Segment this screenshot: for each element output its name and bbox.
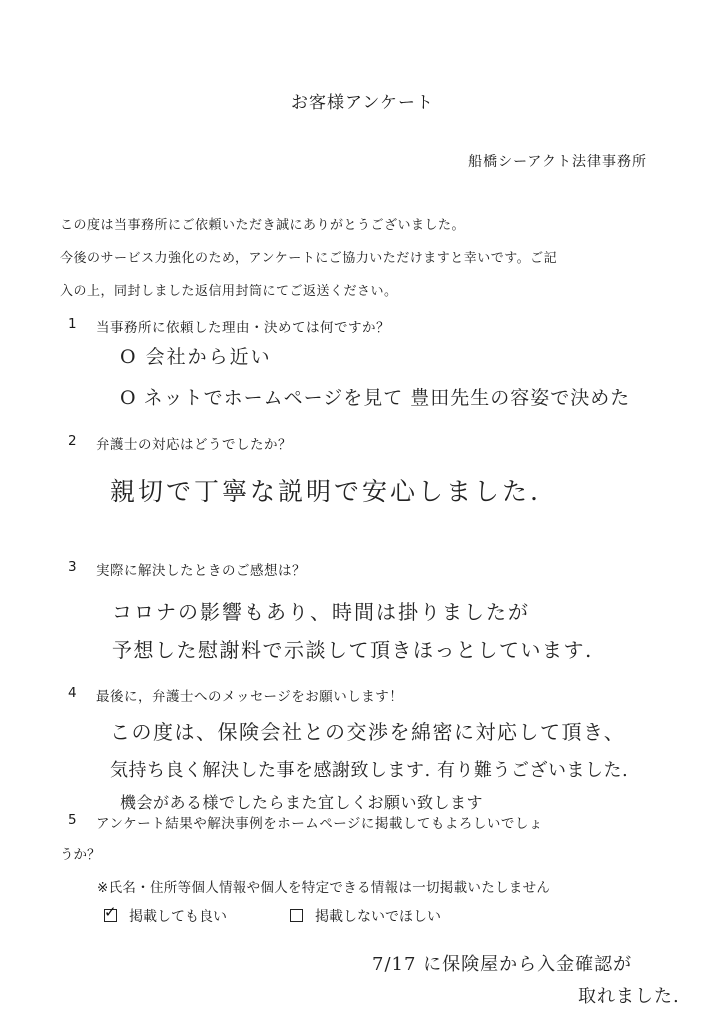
option-label: 掲載しても良い	[129, 909, 227, 925]
handwritten-answer: 親切で丁寧な説明で安心しました.	[110, 477, 541, 506]
question-number: 5	[68, 812, 77, 828]
organization-name: 船橋シーアクト法律事務所	[468, 154, 647, 170]
checkmark-icon: ✓	[104, 903, 117, 921]
handwritten-answer: O ネットでホームページを見て 豊田先生の容姿で決めた	[120, 387, 631, 409]
question-text: アンケート結果や解決事例をホームページに掲載してもよろしいでしょ	[96, 816, 543, 832]
handwritten-answer: 予想した慰謝料で示談して頂きほっとしています.	[112, 638, 593, 662]
question-number: 1	[68, 316, 77, 332]
question-text: 実際に解決したときのご感想は？	[96, 563, 306, 579]
question-text-continued: うか？	[60, 847, 101, 863]
privacy-note: ※氏名・住所等個人情報や個人を特定できる情報は一切掲載いたしません	[97, 880, 551, 896]
intro-line: 今後のサービス力強化のため，アンケートにご協力いただけますと幸いです。ご記	[60, 251, 558, 266]
intro-line: この度は当事務所にご依頼いただき誠にありがとうございました。	[60, 218, 466, 233]
question-text: 当事務所に依頼した理由・決めては何ですか？	[96, 320, 390, 336]
question-text: 最後に，弁護士へのメッセージをお願いします！	[96, 689, 404, 705]
question-number: 4	[68, 685, 77, 701]
option-publish-ok[interactable]	[104, 903, 227, 926]
question-number: 2	[68, 433, 77, 449]
option-publish-no[interactable]	[290, 906, 441, 926]
handwritten-answer: O 会社から近い	[120, 346, 272, 368]
handwritten-answer: 機会がある様でしたらまた宜しくお願い致します	[120, 793, 484, 812]
handwritten-footnote: 取れました.	[578, 986, 680, 1007]
checkbox-unchecked[interactable]	[290, 909, 303, 922]
page-title: お客様アンケート	[291, 93, 434, 113]
handwritten-answer: コロナの影響もあり、時間は掛りましたが	[112, 600, 530, 624]
option-label: 掲載しないでほしい	[315, 909, 441, 925]
handwritten-answer: この度は、保険会社との交渉を綿密に対応して頂き、	[110, 720, 626, 744]
intro-line: 入の上，同封しました返信用封筒にてご返送ください。	[60, 284, 398, 299]
question-number: 3	[68, 559, 77, 575]
handwritten-answer: 気持ち良く解決した事を感謝致します. 有り難うございました.	[110, 760, 629, 781]
handwritten-footnote: 7/17 に保険屋から入金確認が	[372, 954, 633, 975]
question-text: 弁護士の対応はどうでしたか？	[96, 437, 292, 453]
checkbox-checked[interactable]	[104, 903, 117, 922]
